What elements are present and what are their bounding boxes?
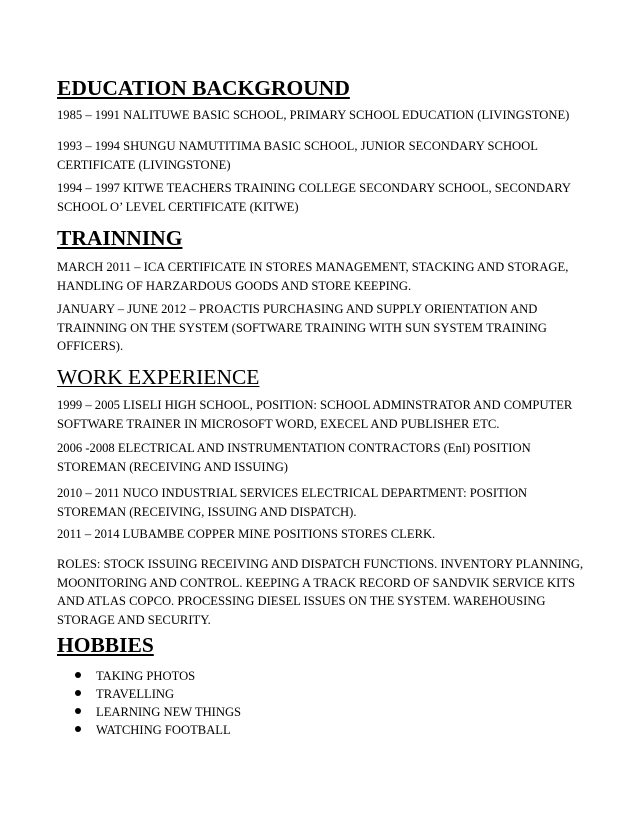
entry-line: SCHOOL O’ LEVEL CERTIFICATE (KITWE) [57,199,299,214]
entry-line: AND ATLAS COPCO. PROCESSING DIESEL ISSUES ON THE SYSTEM. WAREHOUSING [57,594,546,608]
work-experience-heading: WORK EXPERIENCE [57,365,260,389]
hobby-label: TAKING PHOTOS [96,669,196,683]
hobby-label: TRAVELLING [96,687,175,701]
bullet-icon [75,726,81,732]
education-entry [57,106,585,125]
entry-line: STOREMAN (RECEIVING, ISSUING AND DISPATCH). [57,504,357,519]
hobby-label: WATCHING FOOTBALL [96,723,231,737]
training-heading: TRAINNING [57,226,183,250]
entry-line: STORAGE AND SECURITY. [57,612,211,627]
work-entry [57,439,585,476]
entry-line: TRAINNING ON THE SYSTEM (SOFTWARE TRAINING WITH SUN SYSTEM TRAINING [57,320,547,335]
entry-line: 1999 – 2005 LISELI HIGH SCHOOL, POSITION: SCHOOL ADMINSTRATOR AND COMPUTER [57,398,573,412]
entry-line: MOONITORING AND CONTROL. KEEPING A TRACK RECORD OF SANDVIK SERVICE KITS [57,575,576,590]
entry-line: OFFICERS). [57,339,124,353]
bullet-icon [75,672,81,678]
entry-line: 1985 – 1991 NALITUWE BASIC SCHOOL, PRIMARY SCHOOL EDUCATION (LIVINGSTONE) [57,108,570,122]
hobbies-heading: HOBBIES [57,633,154,657]
entry-line: 1993 – 1994 SHUNGU NAMUTITIMA BASIC SCHOOL, JUNIOR SECONDARY SCHOOL [57,139,538,153]
entry-line: 2011 – 2014 LUBAMBE COPPER MINE POSITIONS STORES CLERK. [57,527,436,541]
entry-line: HANDLING OF HARZARDOUS GOODS AND STORE KEEPING. [57,278,412,293]
entry-line: 1994 – 1997 KITWE TEACHERS TRAINING COLLEGE SECONDARY SCHOOL, SECONDARY [57,181,572,195]
work-entry [57,396,585,433]
entry-line: MARCH 2011 – ICA CERTIFICATE IN STORES MANAGEMENT, STACKING AND STORAGE, [57,260,569,274]
bullet-icon [75,690,81,696]
work-entry [57,484,585,521]
bullet-icon [75,708,81,714]
entry-line: 2010 – 2011 NUCO INDUSTRIAL SERVICES ELECTRICAL DEPARTMENT: POSITION [57,486,528,500]
work-roles [57,555,585,629]
entry-line: STOREMAN (RECEIVING AND ISSUING) [57,459,289,474]
work-entry [57,525,585,544]
hobby-label: LEARNING NEW THINGS [96,705,242,719]
entry-line: SOFTWARE TRAINER IN MICROSOFT WORD, EXECEL AND PUBLISHER ETC. [57,416,500,431]
entry-line: ROLES: STOCK ISSUING RECEIVING AND DISPATCH FUNCTIONS. INVENTORY PLANNING, [57,557,584,571]
education-entry [57,137,585,174]
training-entry [57,300,585,356]
education-heading: EDUCATION BACKGROUND [57,76,350,100]
training-entry [57,258,585,295]
education-entry [57,179,585,216]
entry-line: CERTIFICATE (LIVINGSTONE) [57,157,231,172]
entry-line: 2006 -2008 ELECTRICAL AND INSTRUMENTATION CONTRACTORS (EnI) POSITION [57,441,531,455]
entry-line: JANUARY – JUNE 2012 – PROACTIS PURCHASING AND SUPPLY ORIENTATION AND [57,302,538,316]
